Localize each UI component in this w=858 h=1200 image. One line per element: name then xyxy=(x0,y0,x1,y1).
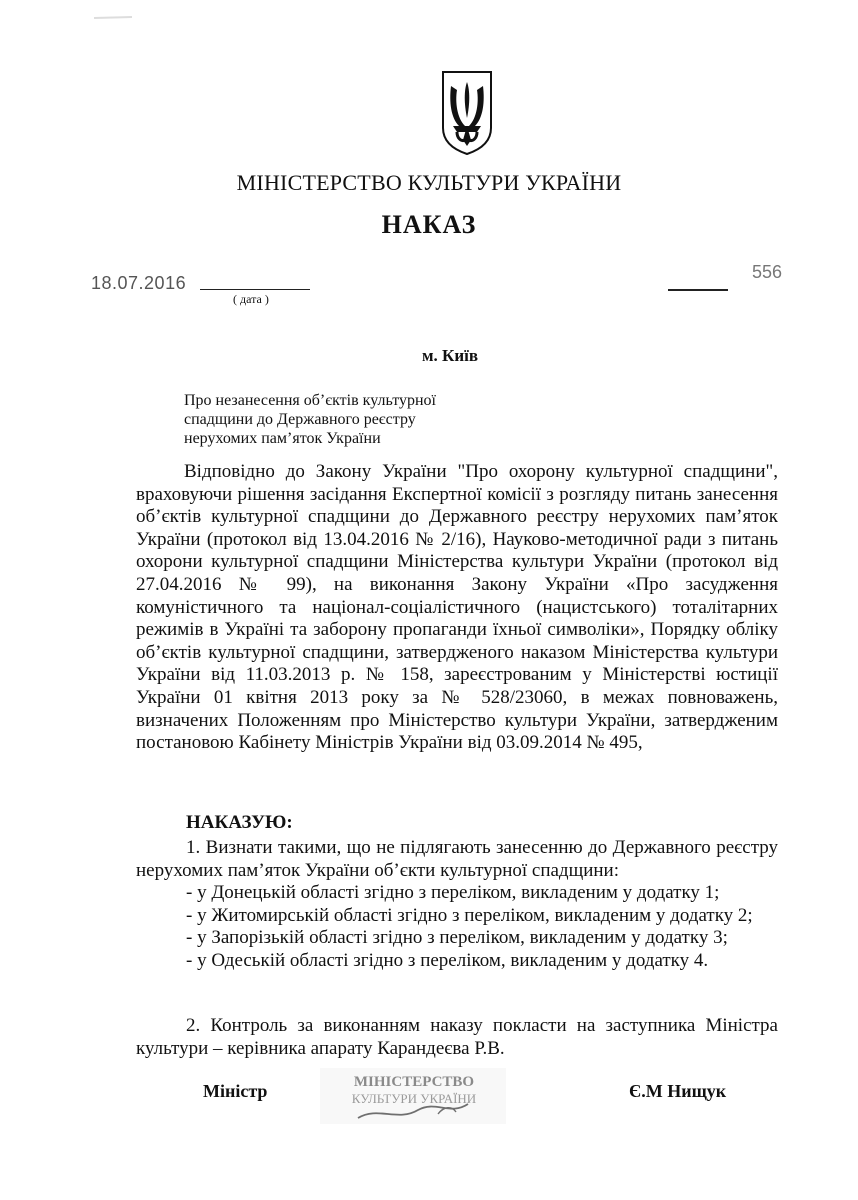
coat-of-arms-icon xyxy=(439,68,495,156)
ministry-name: МІНІСТЕРСТВО КУЛЬТУРИ УКРАЇНИ xyxy=(236,170,622,195)
point-1-block xyxy=(136,837,778,973)
point-1-intro: 1. Визнати такими, що не підлягають занесенню до Державного реєстру нерухомих пам’яток України об’єкти культурної спадщини: xyxy=(136,837,778,881)
order-subject: Про незанесення об’єктів культурної спадщини до Державного реєстру нерухомих пам’яток України xyxy=(184,392,436,447)
city: м. Київ xyxy=(421,346,479,365)
signatory-name: Є.М Нищук xyxy=(629,1081,727,1101)
stamp-line-1: МІНІСТЕРСТВО xyxy=(353,1074,475,1090)
list-item: - у Донецькій області згідно з переліком, викладеним у додатку 1; xyxy=(186,882,720,904)
date-underline xyxy=(200,289,310,290)
point-2-paragraph: 2. Контроль за виконанням наказу покласти на заступника Міністра культури – керівника апарату Карандеєва Р.В. xyxy=(136,1015,778,1059)
list-item: - у Житомирській області згідно з переліком, викладеним у додатку 2; xyxy=(186,904,753,926)
list-item: - у Запорізькій області згідно з переліком, викладеним у додатку 3; xyxy=(186,927,728,949)
signatory-position: Міністр xyxy=(203,1081,268,1101)
list-item: - у Одеській області згідно з переліком, викладеним у додатку 4. xyxy=(186,949,709,971)
number-underline xyxy=(668,289,728,291)
official-stamp xyxy=(318,1066,508,1126)
document-type-title: НАКАЗ xyxy=(381,210,477,239)
stamp-line-2: КУЛЬТУРИ УКРАЇНИ xyxy=(351,1091,477,1106)
preamble-paragraph: Відповідно до Закону України "Про охорону культурної спадщини", враховуючи рішення засідання Експертної комісії з розгляду питань занесення об’єктів культурної спадщини до Державного реєстру нерухомих пам’яток України (протокол від 13.04.2016 № 2/16), Науково-методичної ради з питань охорони культурної спадщини Міністерства культури України (протокол від 27.04.2016 № 99), на виконання Закону України «Про засудження комуністичного та націонал-соціалістичного (нацистського) тоталітарних режимів в Україні та заборону пропаганди їхньої символіки», Порядку обліку об’єктів культурної спадщини, затвердженого наказом Міністерства культури України від 11.03.2013 р. № 158, зареєстрованим у Міністерстві юстиції України 01 квітня 2013 року за № 528/23060, в межах повноважень, визначених Положенням про Міністерство культури України, затвердженим постановою Кабінету Міністрів України від 03.09.2014 № 495, xyxy=(136,461,778,754)
order-date: 18.07.2016 xyxy=(91,273,187,293)
order-directive-word: НАКАЗУЮ: xyxy=(186,812,293,833)
date-caption: ( дата ) xyxy=(233,292,269,306)
scan-artifact xyxy=(92,8,140,14)
order-number: 556 xyxy=(752,262,783,282)
